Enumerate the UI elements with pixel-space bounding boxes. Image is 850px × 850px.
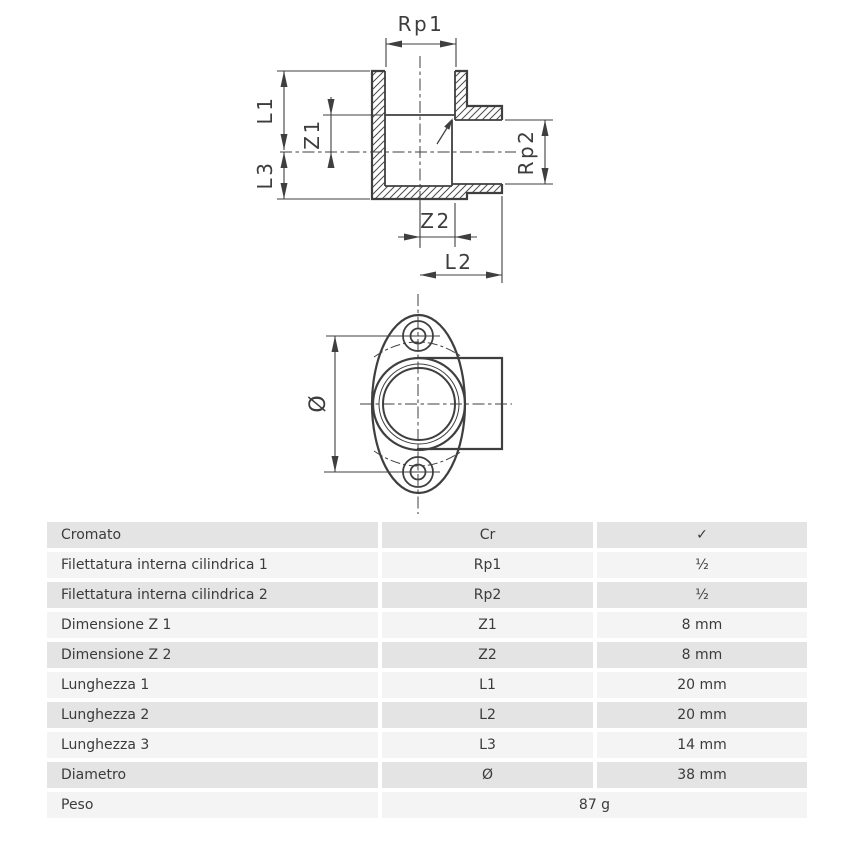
dimension-label-z1: Z1: [300, 118, 324, 150]
spec-value: 87 g: [382, 792, 807, 818]
spec-label: Diametro: [47, 762, 378, 788]
dimension-label-l2: L2: [444, 250, 474, 274]
spec-label: Filettatura interna cilindrica 1: [47, 552, 378, 578]
dimension-label-l3: L3: [253, 160, 277, 190]
spec-code: Ø: [382, 762, 593, 788]
spec-value: 14 mm: [597, 732, 807, 758]
spec-value: 20 mm: [597, 702, 807, 728]
front-view-drawing: [253, 12, 553, 283]
body-outline: [372, 71, 502, 199]
dimension-label-l1: L1: [253, 95, 277, 125]
dimension-rp1: [386, 38, 456, 67]
spec-code: Rp1: [382, 552, 593, 578]
spec-code: L1: [382, 672, 593, 698]
spec-code: Z2: [382, 642, 593, 668]
spec-value: 8 mm: [597, 642, 807, 668]
dimension-label-z2: Z2: [420, 209, 452, 233]
spec-label: Dimensione Z 2: [47, 642, 378, 668]
specification-table: [47, 522, 807, 818]
spec-label: Lunghezza 2: [47, 702, 378, 728]
spec-value: ½: [597, 552, 807, 578]
spec-value: ½: [597, 582, 807, 608]
spec-value: 8 mm: [597, 612, 807, 638]
section-hatching: [372, 71, 502, 199]
spec-label: Dimensione Z 1: [47, 612, 378, 638]
dimension-label-rp2: Rp2: [514, 128, 538, 176]
spec-value: 20 mm: [597, 672, 807, 698]
bore-lines: [385, 71, 502, 186]
plan-view-drawing: [306, 294, 512, 514]
spec-code: Cr: [382, 522, 593, 548]
spec-value: 38 mm: [597, 762, 807, 788]
spec-value: ✓: [597, 522, 807, 548]
dimension-l3: [277, 152, 370, 199]
dimension-label-diameter: Ø: [306, 395, 331, 413]
spec-label: Filettatura interna cilindrica 2: [47, 582, 378, 608]
spec-label: Lunghezza 1: [47, 672, 378, 698]
leader-line: [437, 128, 447, 144]
spec-label: Cromato: [47, 522, 378, 548]
spec-code: Z1: [382, 612, 593, 638]
spec-code: L3: [382, 732, 593, 758]
spec-code: L2: [382, 702, 593, 728]
spec-label: Lunghezza 3: [47, 732, 378, 758]
spec-code: Rp2: [382, 582, 593, 608]
spec-label: Peso: [47, 792, 378, 818]
dimension-label-rp1: Rp1: [397, 12, 445, 36]
